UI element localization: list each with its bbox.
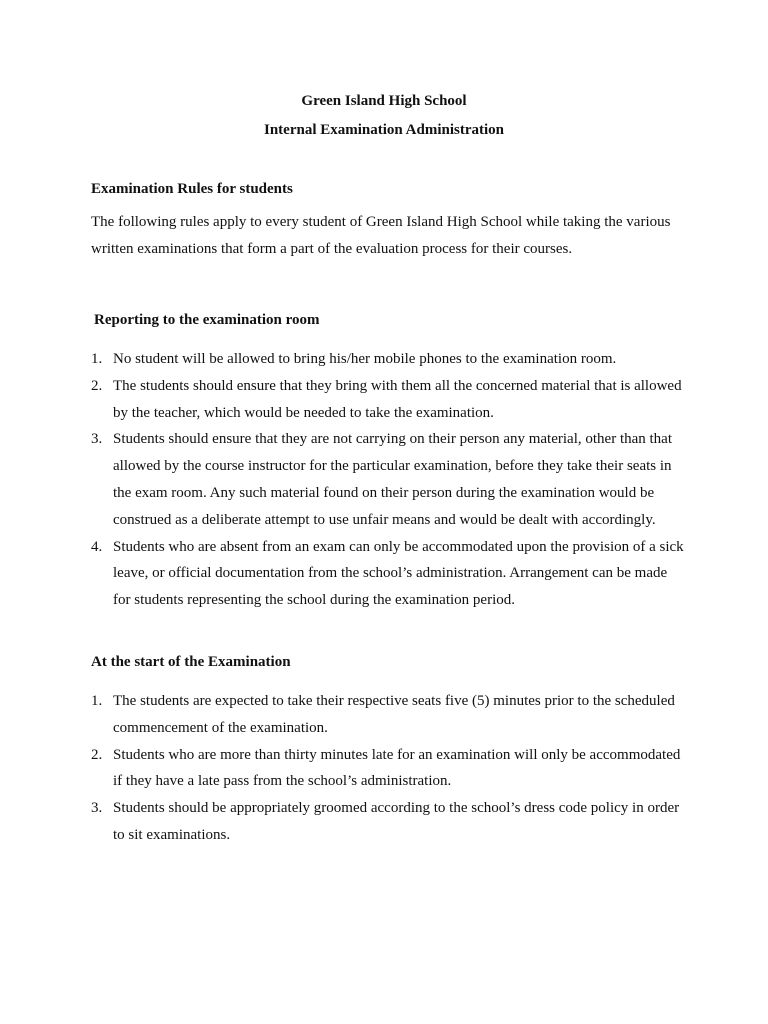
list-item-text: Students should ensure that they are not carrying on their person any material, other than that allowed by the course instructor for the particular examination, before they take their seats in the exam room. Any such material found on their person during the examination would be construed as a deliberate attempt to use unfair means and would be dealt with accordingly. <box>113 431 673 528</box>
list-item-text: The students should ensure that they bring with them all the concerned material that is allowed by the teacher, which would be needed to take the examination. <box>113 377 682 421</box>
intro-paragraph: The following rules apply to every student of Green Island High School while taking the various written examinations that form a part of the evaluation process for their courses. <box>91 214 671 257</box>
list-item-text: Students who are absent from an exam can only be accommodated upon the provision of a sick leave, or official documentation from the school’s administration. Arrangement can be made for students representing the school during the examination period. <box>113 538 684 609</box>
list-item-number: 3. <box>91 800 103 817</box>
list-item <box>91 346 685 373</box>
list-item-text: The students are expected to take their respective seats five (5) minutes prior to the scheduled commencement of the examination. <box>113 693 675 736</box>
reporting-rules-list <box>91 346 685 614</box>
list-item-number: 4. <box>91 538 103 555</box>
list-item-number: 2. <box>91 746 103 763</box>
start-rules-list <box>91 688 685 849</box>
list-item <box>91 373 685 427</box>
school-name: Green Island High School <box>301 93 467 109</box>
list-item-text: No student will be allowed to bring his/her mobile phones to the examination room. <box>113 351 617 367</box>
section-heading-start: At the start of the Examination <box>91 654 291 670</box>
list-item <box>91 742 685 796</box>
list-item <box>91 688 685 742</box>
list-item <box>91 534 685 614</box>
list-item-number: 1. <box>91 693 103 709</box>
list-item <box>91 795 685 849</box>
list-item-text: Students who are more than thirty minutes late for an examination will only be accommodated if they have a late pass from the school’s administration. <box>113 746 681 790</box>
section-heading-reporting: Reporting to the examination room <box>94 312 320 328</box>
rules-heading: Examination Rules for students <box>91 181 293 197</box>
list-item-number: 3. <box>91 431 103 448</box>
department-title: Internal Examination Administration <box>263 122 505 138</box>
list-item-number: 2. <box>91 377 103 394</box>
list-item <box>91 426 685 533</box>
list-item-number: 1. <box>91 351 103 367</box>
list-item-text: Students should be appropriately groomed according to the school’s dress code policy in order to sit examinations. <box>113 800 680 843</box>
